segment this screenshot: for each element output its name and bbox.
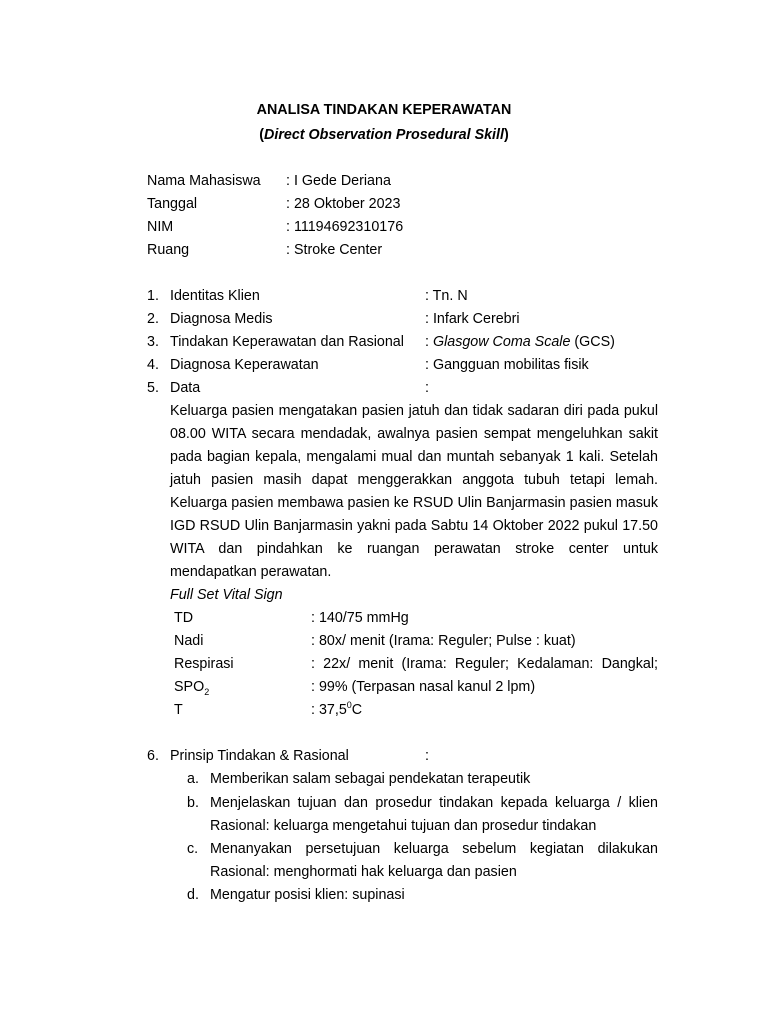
nursing-action-value: : Glasgow Coma Scale (GCS) [425, 334, 615, 350]
nim-value: : 11194692310176 [286, 219, 404, 235]
step-rationale: Rasional: keluarga mengetahui tujuan dan prosedur tindakan [210, 818, 597, 834]
step-letter: a. [187, 771, 199, 787]
data-colon: : [425, 380, 429, 396]
date-label: Tanggal [147, 196, 198, 212]
student-name-value: : I Gede Deriana [286, 173, 391, 189]
step-text: Mengatur posisi klien: supinasi [210, 887, 405, 903]
medical-diagnosis-label: Diagnosa Medis [170, 311, 273, 327]
nim-label: NIM [147, 219, 174, 235]
principle-colon: : [425, 748, 429, 764]
item-number: 2. [147, 311, 159, 327]
nursing-diagnosis-label: Diagnosa Keperawatan [170, 357, 319, 373]
step-text: Menjelaskan tujuan dan prosedur tindakan kepada keluarga / klien [210, 795, 658, 811]
vital-signs-heading: Full Set Vital Sign [170, 587, 283, 603]
item-number: 1. [147, 288, 159, 304]
principle-label: Prinsip Tindakan & Rasional [170, 748, 349, 764]
item-number: 5. [147, 380, 159, 396]
step-text: Menanyakan persetujuan keluarga sebelum kegiatan dilakukan [210, 841, 658, 857]
client-identity-label: Identitas Klien [170, 288, 260, 304]
date-value: : 28 Oktober 2023 [286, 196, 401, 212]
client-identity-value: : Tn. N [425, 288, 468, 304]
step-letter: d. [187, 887, 199, 903]
nursing-action-label: Tindakan Keperawatan dan Rasional [170, 334, 404, 350]
item-number: 4. [147, 357, 159, 373]
nadi-value: : 80x/ menit (Irama: Reguler; Pulse : kuat) [311, 633, 576, 649]
item-number: 6. [147, 748, 159, 764]
paragraph-line: jatuh pasien masih dapat menggerakkan anggota tubuh tetapi lemah. [170, 472, 658, 488]
paragraph-line: 08.00 WITA secara mendadak, awalnya pasien sempat mengeluhkan sakit [170, 426, 658, 442]
paragraph-line: IGD RSUD Ulin Banjarmasin yakni pada Sabtu 14 Oktober 2022 pukul 17.50 [170, 518, 658, 534]
student-name-label: Nama Mahasiswa [147, 173, 261, 189]
td-value: : 140/75 mmHg [311, 610, 409, 626]
document-title: ANALISA TINDAKAN KEPERAWATAN [256, 102, 512, 118]
respirasi-value: : 22x/ menit (Irama: Reguler; Kedalaman: Dangkal; [311, 656, 658, 672]
spo2-label: $SPO_2$ [174, 679, 210, 697]
td-label: TD [174, 610, 194, 626]
respirasi-label: Respirasi [174, 656, 234, 672]
nursing-diagnosis-value: : Gangguan mobilitas fisik [425, 357, 589, 373]
document-subtitle: (Direct Observation Prosedural Skill) [259, 127, 509, 143]
step-letter: c. [187, 841, 199, 857]
spo2-value: : 99% (Terpasan nasal kanul 2 lpm) [311, 679, 536, 695]
room-label: Ruang [147, 242, 190, 258]
step-text: Memberikan salam sebagai pendekatan terapeutik [210, 771, 531, 787]
paragraph-line: Keluarga pasien mengatakan pasien jatuh dan tidak sadaran diri pada pukul [170, 403, 658, 419]
step-letter: b. [187, 795, 199, 811]
subtitle-italic: Direct Observation Prosedural Skill [264, 127, 504, 143]
step-rationale: Rasional: menghormati hak keluarga dan pasien [210, 864, 517, 880]
data-label: Data [170, 380, 201, 396]
temperature-value: : 37,5$^0$C [311, 700, 363, 718]
medical-diagnosis-value: : Infark Cerebri [425, 311, 520, 327]
nadi-label: Nadi [174, 633, 204, 649]
paragraph-line: pada bagian kepala, mengalami mual dan muntah sebanyak 1 kali. Setelah [170, 449, 658, 465]
room-value: : Stroke Center [286, 242, 383, 258]
paragraph-line: mendapatkan perawatan. [170, 564, 332, 580]
paragraph-line: Keluarga pasien membawa pasien ke RSUD Ulin Banjarmasin pasien masuk [170, 495, 658, 511]
item-number: 3. [147, 334, 159, 350]
paragraph-line: WITA dan pindahkan ke ruangan perawatan stroke center untuk [170, 541, 658, 557]
temperature-label: T [174, 702, 183, 718]
